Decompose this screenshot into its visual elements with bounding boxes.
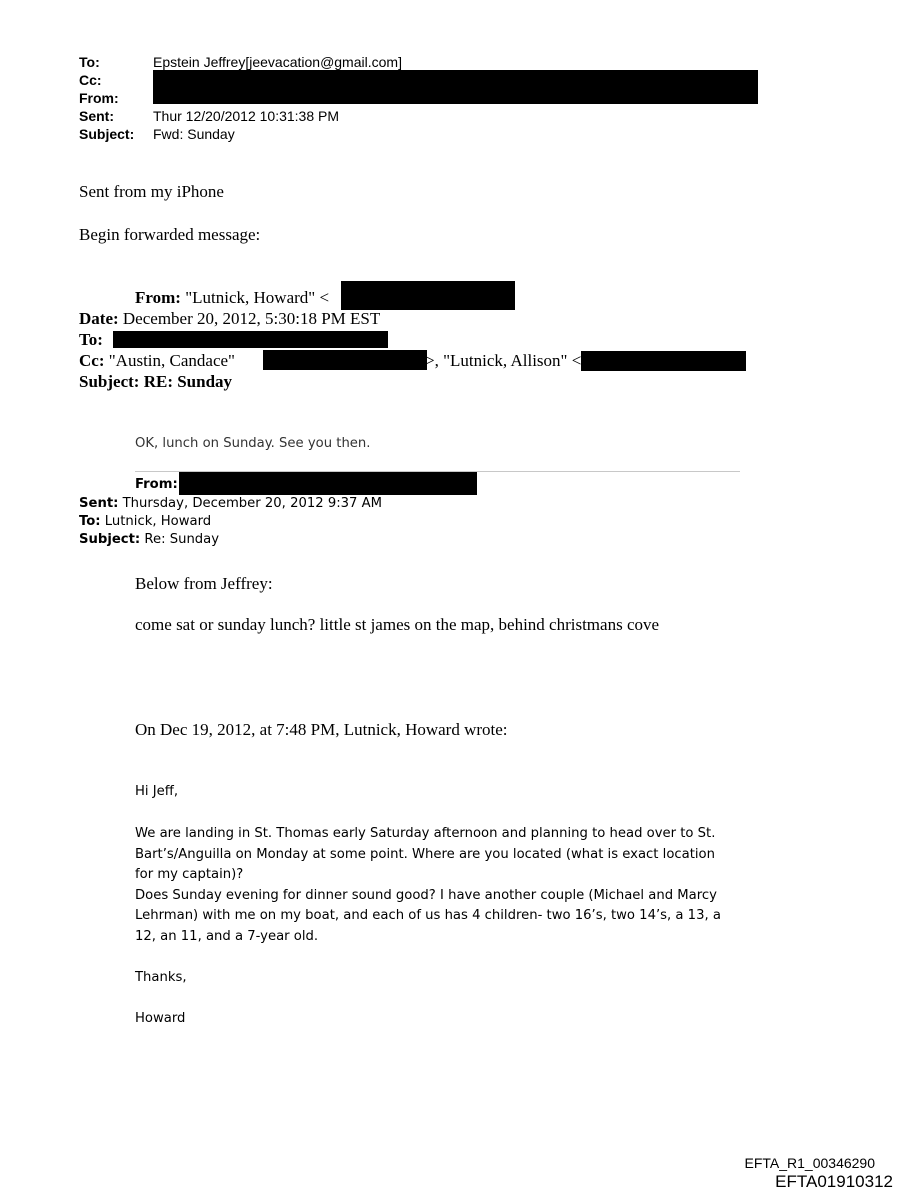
fwd-subject-row: [79, 372, 232, 392]
body-line: for my captain)?: [135, 867, 244, 882]
outer-sent-value: Thur 12/20/2012 10:31:38 PM: [153, 108, 340, 124]
fwd-cc-row: [79, 351, 235, 371]
quoted-subject-row: [79, 530, 219, 551]
fwd-subject-label: Subject:: [79, 372, 140, 391]
outer-cc-row: [79, 71, 153, 89]
outer-sent-row: [79, 107, 339, 125]
redaction-block: [263, 350, 427, 370]
quoted-subject-value: Re: Sunday: [144, 532, 220, 547]
fwd-date-label: Date:: [79, 309, 119, 328]
fwd-date-value: December 20, 2012, 5:30:18 PM EST: [122, 309, 381, 328]
outer-subject-value: Fwd: Sunday: [153, 126, 235, 142]
outer-cc-label: Cc:: [79, 72, 102, 88]
fwd-date-row: [79, 309, 380, 329]
thanks: Thanks,: [135, 970, 187, 985]
outer-sent-label: Sent:: [79, 108, 114, 124]
signature: Howard: [135, 1011, 186, 1026]
doc-id-2: EFTA01910312: [775, 1172, 893, 1191]
quoted-line-1: Below from Jeffrey:: [135, 574, 273, 593]
outer-subject-label: Subject:: [79, 126, 135, 142]
quoted-from-row: [135, 475, 178, 496]
fwd-to-row: [79, 330, 103, 350]
redaction-block: [341, 281, 515, 310]
quoted-to-label: To:: [79, 514, 101, 529]
redaction-block: [179, 472, 477, 495]
body-line: 12, an 11, and a 7-year old.: [135, 928, 319, 944]
quoted-subject-label: Subject:: [79, 532, 141, 547]
quoted-sent-value: Thursday, December 20, 2012 9:37 AM: [122, 496, 383, 511]
body-line: We are landing in St. Thomas early Saturday afternoon and planning to head over to St.: [135, 826, 716, 841]
begin-forwarded: Begin forwarded message:: [79, 225, 261, 244]
quoted-to-value: Lutnick, Howard: [104, 514, 212, 529]
quoted-attribution: On Dec 19, 2012, at 7:48 PM, Lutnick, Howard wrote:: [135, 720, 508, 739]
fwd-from-label: From:: [135, 288, 181, 307]
fwd-from-value: "Lutnick, Howard" <: [185, 288, 330, 307]
fwd-cc-value-1: "Austin, Candace": [108, 351, 235, 370]
redaction-block: [153, 70, 758, 104]
fwd-cc-label: Cc:: [79, 351, 105, 370]
body-line: Lehrman) with me on my boat, and each of us has 4 children- two 16’s, two 14’s, a 13, a: [135, 908, 721, 923]
body-line: Bart’s/Anguilla on Monday at some point. Where are you located (what is exact location: [135, 846, 715, 862]
outer-from-row: [79, 89, 153, 107]
fwd-cc-value-2: >, "Lutnick, Allison" <: [425, 351, 582, 370]
quoted-line-2: come sat or sunday lunch? little st james on the map, behind christmans cove: [135, 615, 660, 634]
outer-to-value: Epstein Jeffrey[jeevacation@gmail.com]: [153, 54, 402, 70]
body-line: Does Sunday evening for dinner sound good? I have another couple (Michael and Marcy: [135, 887, 717, 903]
outer-to-row: [79, 53, 402, 71]
fwd-subject-value: RE: Sunday: [143, 372, 233, 391]
outer-to-label: To:: [79, 54, 100, 70]
quoted-sent-label: Sent:: [79, 496, 119, 511]
quoted-from-label: From:: [135, 477, 178, 492]
outer-subject-row: [79, 125, 235, 143]
greeting: Hi Jeff,: [135, 784, 179, 799]
redaction-block: [113, 331, 388, 348]
reply-body: OK, lunch on Sunday. See you then.: [135, 436, 371, 451]
outer-from-label: From:: [79, 90, 119, 106]
redaction-block: [581, 351, 746, 371]
body-paragraph: [135, 824, 721, 947]
fwd-from-row: [135, 288, 329, 308]
doc-id-1: EFTA_R1_00346290: [744, 1155, 875, 1171]
fwd-to-label: To:: [79, 330, 103, 349]
sent-from-iphone: Sent from my iPhone: [79, 182, 224, 201]
